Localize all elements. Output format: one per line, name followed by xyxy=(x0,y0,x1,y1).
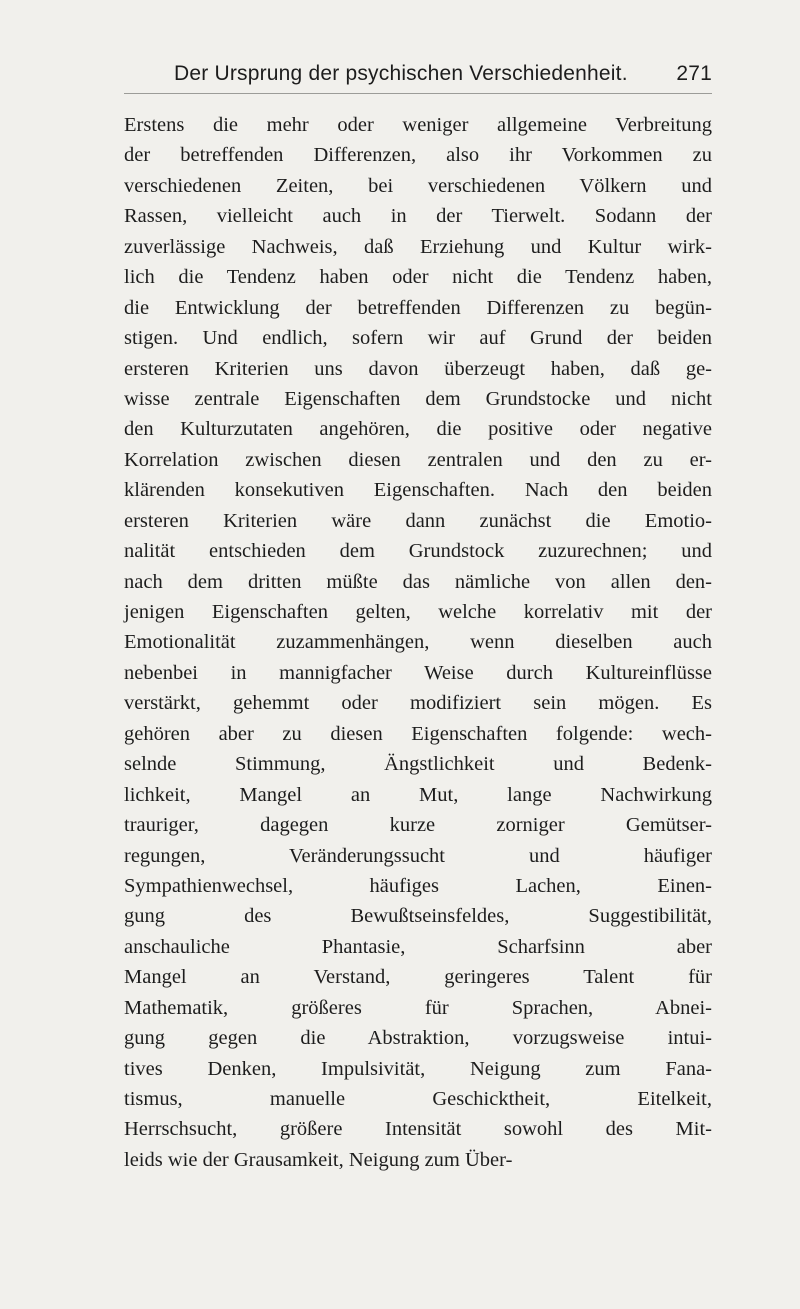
running-title: Der Ursprung der psychischen Verschiedenheit. xyxy=(174,62,628,85)
text-line: nalität entschieden dem Grundstock zuzurechnen; und xyxy=(124,540,712,563)
text-line: gung des Bewußtseinsfeldes, Suggestibilität, xyxy=(124,905,712,928)
text-line: Sympathienwechsel, häufiges Lachen, Einen- xyxy=(124,874,712,897)
text-line: ersteren Kriterien uns davon überzeugt haben, daß ge- xyxy=(124,357,712,380)
text-line: lichkeit, Mangel an Mut, lange Nachwirkung xyxy=(124,783,712,806)
page-number: 271 xyxy=(676,62,712,85)
text-line: tismus, manuelle Geschicktheit, Eitelkeit, xyxy=(124,1088,712,1110)
text-line: nach dem dritten müßte das nämliche von allen den- xyxy=(124,570,712,593)
text-line: verschiedenen Zeiten, bei verschiedenen Völkern und xyxy=(124,174,712,197)
running-head xyxy=(124,62,712,92)
text-line: ersteren Kriterien wäre dann zunächst die Emotio- xyxy=(124,509,712,532)
text-line: Korrelation zwischen diesen zentralen und den zu er- xyxy=(124,448,712,471)
text-line: der betreffenden Differenzen, also ihr Vorkommen zu xyxy=(124,144,712,167)
text-line: regungen, Veränderungssucht und häufiger xyxy=(124,844,712,867)
text-line: die Entwicklung der betreffenden Differenzen zu begün- xyxy=(124,296,712,319)
text-line: wisse zentrale Eigenschaften dem Grundstocke und nicht xyxy=(124,387,712,410)
text-line: gung gegen die Abstraktion, vorzugsweise intui- xyxy=(124,1027,712,1050)
text-line: gehören aber zu diesen Eigenschaften folgende: wech- xyxy=(124,722,712,745)
body-text xyxy=(124,110,712,1175)
text-line: leids wie der Grausamkeit, Neigung zum Über- xyxy=(124,1148,513,1171)
text-line: den Kulturzutaten angehören, die positive oder negative xyxy=(124,418,712,441)
text-line: zuverlässige Nachweis, daß Erziehung und Kultur wirk- xyxy=(124,235,712,258)
text-line: tives Denken, Impulsivität, Neigung zum Fana- xyxy=(124,1057,712,1080)
text-line: anschauliche Phantasie, Scharfsinn aber xyxy=(124,935,712,958)
text-line: Mathematik, größeres für Sprachen, Abnei- xyxy=(124,996,712,1019)
text-line: stigen. Und endlich, sofern wir auf Grund der beiden xyxy=(124,327,712,350)
text-line: Mangel an Verstand, geringeres Talent für xyxy=(124,966,712,989)
text-line: nebenbei in mannigfacher Weise durch Kultureinflüsse xyxy=(124,661,712,684)
text-line: Rassen, vielleicht auch in der Tierwelt. Sodann der xyxy=(124,205,712,228)
text-line: trauriger, dagegen kurze zorniger Gemütser- xyxy=(124,814,712,837)
text-line: klärenden konsekutiven Eigenschaften. Nach den beiden xyxy=(124,479,712,502)
text-line: jenigen Eigenschaften gelten, welche korrelativ mit der xyxy=(124,601,712,623)
text-line: lich die Tendenz haben oder nicht die Tendenz haben, xyxy=(124,266,712,289)
text-line: Erstens die mehr oder weniger allgemeine Verbreitung xyxy=(124,114,712,136)
text-line: Emotionalität zuzammenhängen, wenn dieselben auch xyxy=(124,631,712,654)
text-line: selnde Stimmung, Ängstlichkeit und Bedenk- xyxy=(124,753,712,776)
text-line: verstärkt, gehemmt oder modifiziert sein mögen. Es xyxy=(124,692,712,715)
text-line: Herrschsucht, größere Intensität sowohl des Mit- xyxy=(124,1118,712,1141)
header-rule xyxy=(124,93,712,94)
